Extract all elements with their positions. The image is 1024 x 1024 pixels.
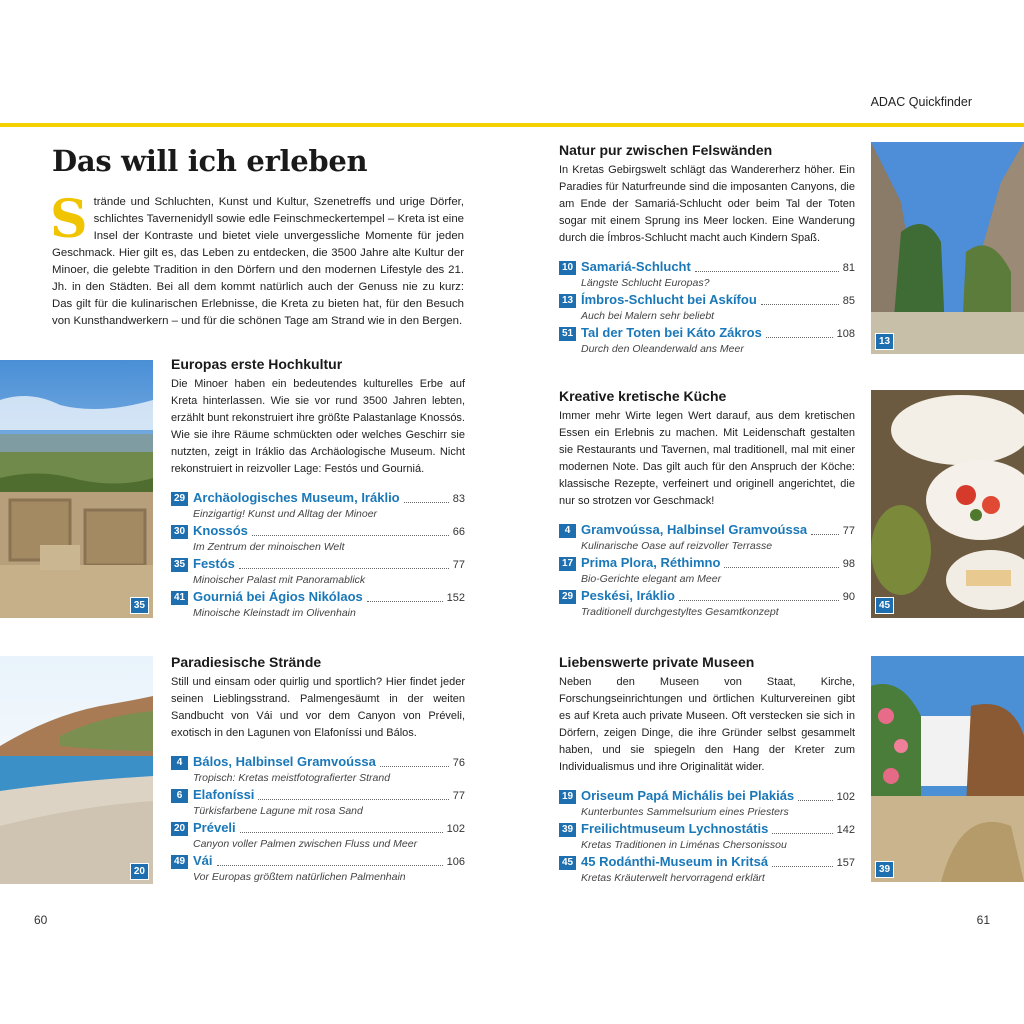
entry-number: 45 <box>559 856 576 870</box>
entry-number: 29 <box>171 492 188 506</box>
dropcap: S <box>50 189 88 250</box>
section-body: Die Minoer haben ein bedeutendes kulturelles Erbe auf Kreta hinterlassen. Wie sie vor rund 3500 Jahren lebten, erzählt bunt rekonstruiert ihre größte Palastanlage Knossós. Wie sie ihre Räume schmückten oder welches Geschirr sie nutzten, zeigt in Iráklio das Archäologische Museum. Nicht rekonstruiert in reizvoller Lage: Festós und Gourniá. <box>171 378 465 475</box>
entry-list <box>559 259 855 356</box>
leader-dots <box>772 833 832 834</box>
entry-page: 81 <box>842 262 855 274</box>
entry-page: 90 <box>842 591 855 603</box>
list-item[interactable] <box>171 820 465 851</box>
entry-number: 29 <box>559 590 576 604</box>
entry-title[interactable]: Gourniá bei Ágios Nikólaos <box>193 589 363 604</box>
intro-text: trände und Schluchten, Kunst und Kultur, Szenetreffs und urige Dörfer, schlichtes Tavernenidyll sowie edle Feinschmeckertempel – Kreta ist eine Insel der Kontraste und bietet viele unvergessliche Momente für jeden Geschmack. Hier gilt es, das Leben zu entdecken, die 3500 Jahre alte Kultur der Minoer, die gelebte Tradition in den Dörfern und den modernen Lifestyle des 21. Jh. in den Städten. Bei all dem kommt natürlich auch der Genuss nie zu kurz: Das gilt für die kulinarischen Erlebnisse, die Kreta zu bieten hat, für den Besuch von Kunsthandwerkern – und für die schönen Tage am Strand wie in den Bergen. <box>52 196 464 327</box>
entry-page: 98 <box>842 558 855 570</box>
entry-title[interactable]: Elafoníssi <box>193 787 255 802</box>
section-museen <box>559 654 855 887</box>
list-item[interactable] <box>559 788 855 819</box>
section-hochkultur <box>171 356 465 622</box>
entry-subtitle: Traditionell durchgestyltes Gesamtkonzept <box>581 606 779 618</box>
header-label: ADAC Quickfinder <box>870 95 972 109</box>
entry-number: 13 <box>559 294 576 308</box>
photo-beach <box>0 656 153 884</box>
list-item[interactable] <box>171 490 465 521</box>
section-body: Immer mehr Wirte legen Wert darauf, aus dem kretischen Essen ein Erlebnis zu machen. Mit Leidenschaft gestalten sie Restaurants und Tavernen, mal traditionell, mal mit einer modernen Note. Das gilt auch für den Anspruch der Köche: klassische Rezepte, verfeinert und originell angerichtet, die nur so strotzen vor Geschmack! <box>559 410 855 507</box>
photo-badge: 45 <box>875 597 894 614</box>
list-item[interactable] <box>559 259 855 290</box>
list-item[interactable] <box>559 555 855 586</box>
page-number-left: 60 <box>34 913 48 927</box>
header-rule <box>0 123 1024 127</box>
leader-dots <box>798 800 832 801</box>
leader-dots <box>695 271 839 272</box>
leader-dots <box>761 304 839 305</box>
leader-dots <box>772 866 833 867</box>
entry-page: 77 <box>842 525 855 537</box>
entry-number: 30 <box>171 525 188 539</box>
entry-title[interactable]: Préveli <box>193 820 236 835</box>
entry-subtitle: Canyon voller Palmen zwischen Fluss und Meer <box>193 838 418 850</box>
list-item[interactable] <box>171 589 465 620</box>
page-title: Das will ich erleben <box>52 144 368 178</box>
section-kueche <box>559 388 855 621</box>
entry-list <box>171 754 465 884</box>
entry-title[interactable]: 45 Rodánthi-Museum in Kritsá <box>581 854 769 869</box>
list-item[interactable] <box>559 821 855 852</box>
section-body: In Kretas Gebirgswelt schlägt das Wandererherz höher. Ein Paradies für Naturfreunde sind die imposanten Canyons, die am Ende der Samariá-Schlucht oder beim Tal der Toten sogar mit einem Sprung ins Meer locken. Eine Wanderung durch die Ímbros-Schlucht macht auch Kindern Spaß. <box>559 164 855 244</box>
leader-dots <box>404 502 449 503</box>
entry-page: 157 <box>836 857 855 869</box>
entry-subtitle: Längste Schlucht Europas? <box>581 277 710 289</box>
entry-page: 108 <box>836 328 855 340</box>
list-item[interactable] <box>171 523 465 554</box>
leader-dots <box>724 567 838 568</box>
section-natur <box>559 142 855 358</box>
entry-page: 76 <box>452 757 465 769</box>
entry-page: 83 <box>452 493 465 505</box>
list-item[interactable] <box>559 292 855 323</box>
entry-subtitle: Kunterbuntes Sammelsurium eines Priesters <box>581 806 789 818</box>
entry-title[interactable]: Festós <box>193 556 235 571</box>
photo-badge: 39 <box>875 861 894 878</box>
photo-badge: 20 <box>130 863 149 880</box>
entry-title[interactable]: Samariá-Schlucht <box>581 259 691 274</box>
leader-dots <box>240 832 443 833</box>
leader-dots <box>239 568 449 569</box>
section-straende <box>171 654 465 886</box>
entry-page: 77 <box>452 559 465 571</box>
entry-subtitle: Türkisfarbene Lagune mit rosa Sand <box>193 805 363 817</box>
leader-dots <box>252 535 449 536</box>
photo-food <box>871 390 1024 618</box>
entry-title[interactable]: Tal der Toten bei Káto Zákros <box>581 325 762 340</box>
entry-page: 152 <box>446 592 465 604</box>
entry-title[interactable]: Oriseum Papá Michális bei Plakiás <box>581 788 795 803</box>
photo-gorge <box>871 142 1024 354</box>
entry-title[interactable]: Freilichtmuseum Lychnostátis <box>581 821 769 836</box>
entry-subtitle: Kulinarische Oase auf reizvoller Terrasse <box>581 540 773 552</box>
entry-subtitle: Auch bei Malern sehr beliebt <box>581 310 715 322</box>
entry-subtitle: Bio-Gerichte elegant am Meer <box>581 573 722 585</box>
page-number-right: 61 <box>976 913 990 927</box>
section-body: Neben den Museen von Staat, Kirche, Forschungseinrichtungen und örtlichen Kulturvereinen gibt es auf Kreta auch private Museen. Oft verstecken sie sich in Dörfern, zeigen Dinge, die ihre Gründer selbst gesammelt haben, und sie spiegeln den Hang der Kreter zum Individualismus und ihre Originalität wider. <box>559 676 855 773</box>
entry-subtitle: Einzigartig! Kunst und Alltag der Minoer <box>193 508 378 520</box>
entry-subtitle: Tropisch: Kretas meistfotografierter Strand <box>193 772 391 784</box>
entry-number: 35 <box>171 558 188 572</box>
section-heading: Natur pur zwischen Felswänden <box>559 142 773 158</box>
leader-dots <box>811 534 839 535</box>
entry-subtitle: Kretas Traditionen in Liménas Chersonissou <box>581 839 787 851</box>
photo-museum <box>871 656 1024 882</box>
entry-subtitle: Durch den Oleanderwald ans Meer <box>581 343 744 355</box>
leader-dots <box>217 865 443 866</box>
entry-subtitle: Vor Europas größtem natürlichen Palmenhain <box>193 871 406 883</box>
entry-page: 106 <box>446 856 465 868</box>
intro-paragraph <box>50 189 464 330</box>
entry-number: 10 <box>559 261 576 275</box>
section-heading: Paradiesische Strände <box>171 654 322 670</box>
entry-title[interactable]: Bálos, Halbinsel Gramvoússa <box>193 754 376 769</box>
leader-dots <box>679 600 839 601</box>
entry-title[interactable]: Prima Plora, Réthimno <box>581 555 721 570</box>
entry-subtitle: Kretas Kräuterwelt hervorragend erklärt <box>581 872 765 884</box>
list-item[interactable] <box>559 854 855 885</box>
leader-dots <box>380 766 449 767</box>
entry-page: 142 <box>836 824 855 836</box>
entry-number: 51 <box>559 327 576 341</box>
entry-title[interactable]: Peskési, Iráklio <box>581 588 675 603</box>
entry-title[interactable]: Ímbros-Schlucht bei Askífou <box>581 292 757 307</box>
entry-subtitle: Im Zentrum der minoischen Welt <box>193 541 345 553</box>
photo-badge: 13 <box>875 333 894 350</box>
entry-number: 20 <box>171 822 188 836</box>
entry-page: 102 <box>446 823 465 835</box>
section-body: Still und einsam oder quirlig und sportlich? Hier findet jeder seinen Lieblingsstrand. Palmengesäumt in der weiten Sandbucht von Vái und vor dem Canyon von Préveli, exotisch in den Lagunen von Elafoníssi und Bálos. <box>171 676 465 739</box>
photo-badge: 35 <box>130 597 149 614</box>
entry-title[interactable]: Archäologisches Museum, Iráklio <box>193 490 400 505</box>
list-item[interactable] <box>171 754 465 785</box>
entry-page: 77 <box>452 790 465 802</box>
entry-page: 85 <box>842 295 855 307</box>
entry-number: 49 <box>171 855 188 869</box>
entry-page: 66 <box>452 526 465 538</box>
entry-number: 6 <box>171 789 188 803</box>
leader-dots <box>367 601 443 602</box>
list-item[interactable] <box>559 588 855 619</box>
entry-page: 102 <box>836 791 855 803</box>
entry-number: 19 <box>559 790 576 804</box>
list-item[interactable] <box>559 325 855 356</box>
list-item[interactable] <box>559 522 855 553</box>
entry-number: 17 <box>559 557 576 571</box>
entry-list <box>559 522 855 619</box>
photo-minoan-ruins <box>0 360 153 618</box>
entry-subtitle: Minoische Kleinstadt im Olivenhain <box>193 607 356 619</box>
leader-dots <box>258 799 448 800</box>
list-item[interactable] <box>171 556 465 587</box>
entry-number: 4 <box>171 756 188 770</box>
entry-number: 39 <box>559 823 576 837</box>
entry-number: 4 <box>559 524 576 538</box>
entry-list <box>559 788 855 885</box>
section-heading: Europas erste Hochkultur <box>171 356 343 372</box>
entry-title[interactable]: Gramvoússa, Halbinsel Gramvoússa <box>581 522 808 537</box>
entry-list <box>171 490 465 620</box>
entry-subtitle: Minoischer Palast mit Panoramablick <box>193 574 366 586</box>
list-item[interactable] <box>171 787 465 818</box>
leader-dots <box>766 337 833 338</box>
list-item[interactable] <box>171 853 465 884</box>
entry-title[interactable]: Vái <box>193 853 213 868</box>
entry-title[interactable]: Knossós <box>193 523 248 538</box>
entry-number: 41 <box>171 591 188 605</box>
section-heading: Kreative kretische Küche <box>559 388 727 404</box>
section-heading: Liebenswerte private Museen <box>559 654 755 670</box>
